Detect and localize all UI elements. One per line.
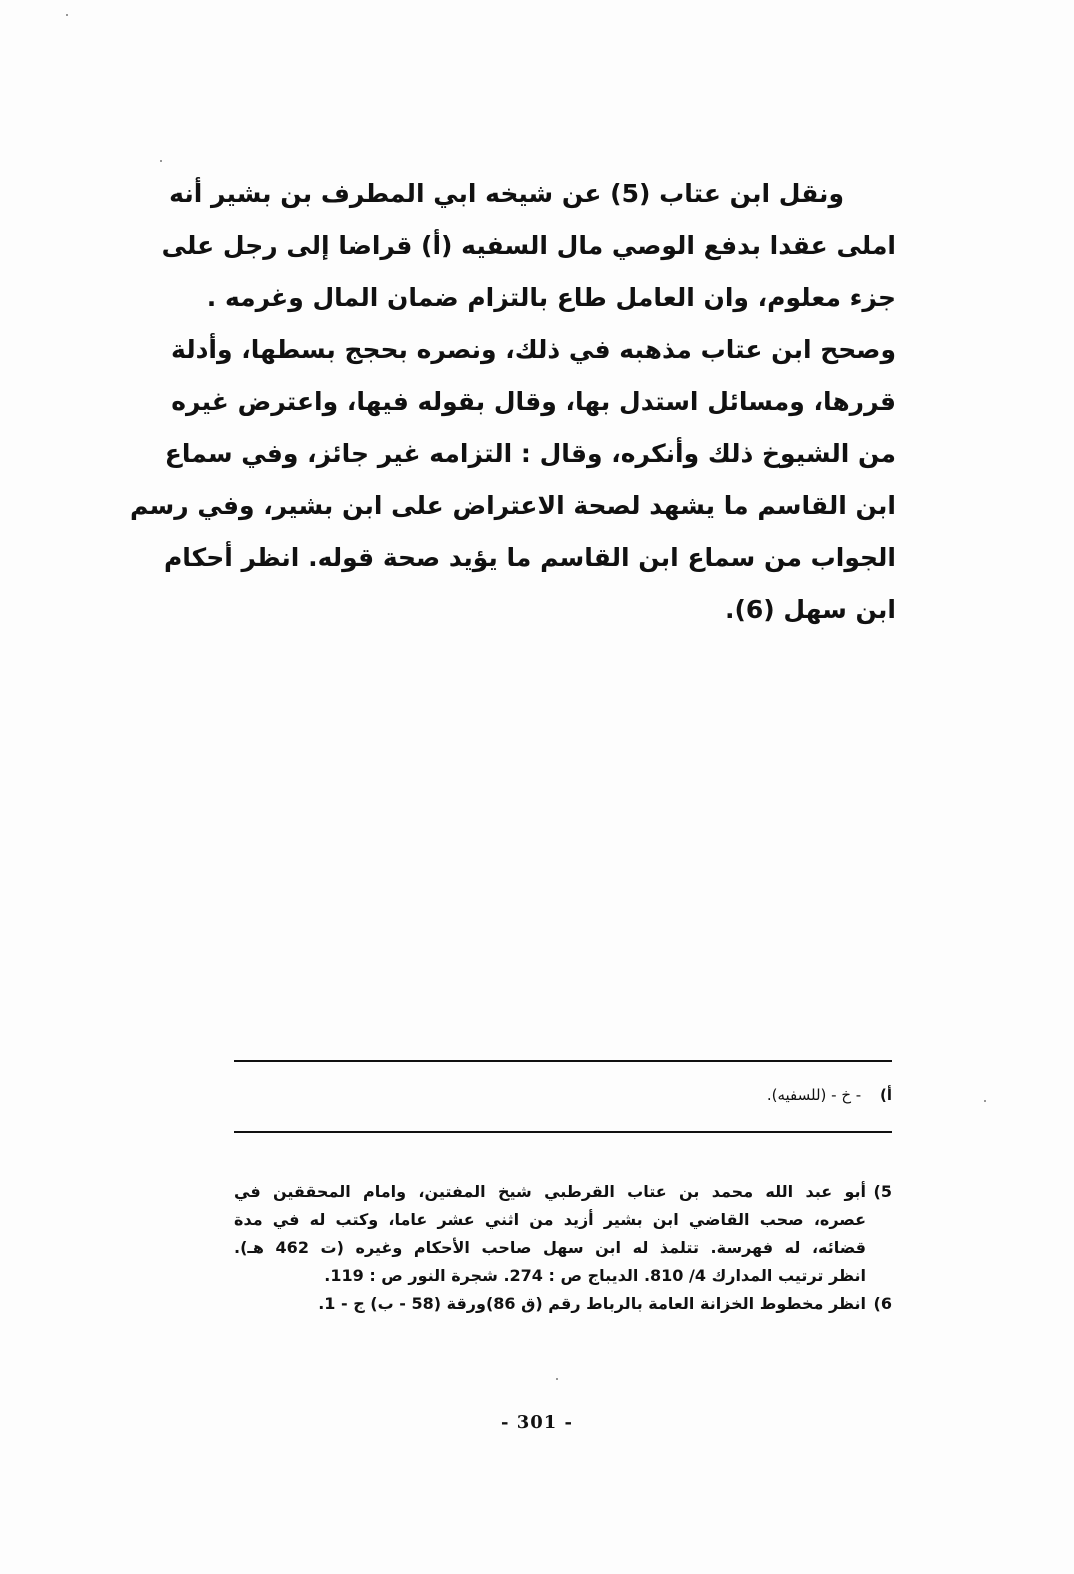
main-line: ابن القاسم ما يشهد لصحة الاعتراض على ابن بشير، وفي رسم: [130, 491, 896, 520]
footnote-item: [234, 1178, 892, 1290]
main-line: وصحح ابن عتاب مذهبه في ذلك، ونصره بحجج بسطها، وأدلة: [171, 335, 896, 364]
footnote-separator-top: [234, 1060, 892, 1062]
footnote-line: أبو عبد الله محمد بن عتاب القرطبي شيخ المفتين، وامام المحققين في: [234, 1182, 866, 1201]
page-number: - 301 -: [500, 1412, 574, 1433]
gloss-marker: أ): [880, 1086, 892, 1104]
main-paragraph: [130, 168, 896, 636]
footnote-body: [234, 1290, 866, 1318]
footnote-separator-bottom: [234, 1131, 892, 1133]
scan-speck: [984, 1100, 986, 1102]
gloss-text: - خ - (للسفيه).: [766, 1086, 862, 1104]
scan-speck: [66, 14, 68, 16]
scan-speck: [556, 1378, 558, 1380]
main-line: جزء معلوم، وان العامل طاع بالتزام ضمان المال وغرمه .: [206, 283, 896, 312]
main-line: قررها، ومسائل استدل بها، وقال بقوله فيها، واعترض غيره: [171, 387, 896, 416]
footnote-line: عصره، صحب القاضي ابن بشير أزيد من اثني عشر عاما، وكتب له في مدة: [234, 1210, 866, 1229]
main-line: الجواب من سماع ابن القاسم ما يؤيد صحة قوله. انظر أحكام: [163, 543, 896, 572]
footnote-line: انظر ترتيب المدارك 4/ 810. الديباج ص : 274. شجرة النور ص : 119.: [324, 1266, 866, 1285]
variant-gloss: [767, 1083, 892, 1107]
footnote-body: [234, 1178, 866, 1290]
footnote-line: انظر مخطوط الخزانة العامة بالرباط رقم (ق 86)ورقة (58 - ب) ج - 1.: [318, 1294, 866, 1313]
footnotes: [234, 1178, 892, 1318]
scan-speck: [160, 160, 162, 162]
footnote-item: [234, 1290, 892, 1318]
footnote-number: 5): [873, 1182, 892, 1201]
main-line: ونقل ابن عتاب (5) عن شيخه ابي المطرف بن بشير أنه: [169, 179, 844, 208]
main-line: ابن سهل (6).: [724, 595, 896, 624]
main-line: من الشيوخ ذلك وأنكره، وقال : التزامه غير جائز، وفي سماع: [164, 439, 896, 468]
footnote-number: 6): [873, 1294, 892, 1313]
footnote-line: قضائه، له فهرسة. تتلمذ له ابن سهل صاحب الأحكام وغيره (ت 462 هـ).: [234, 1238, 866, 1257]
main-line: املى عقدا بدفع الوصي مال السفيه (أ) قراضا إلى رجل على: [161, 231, 896, 260]
